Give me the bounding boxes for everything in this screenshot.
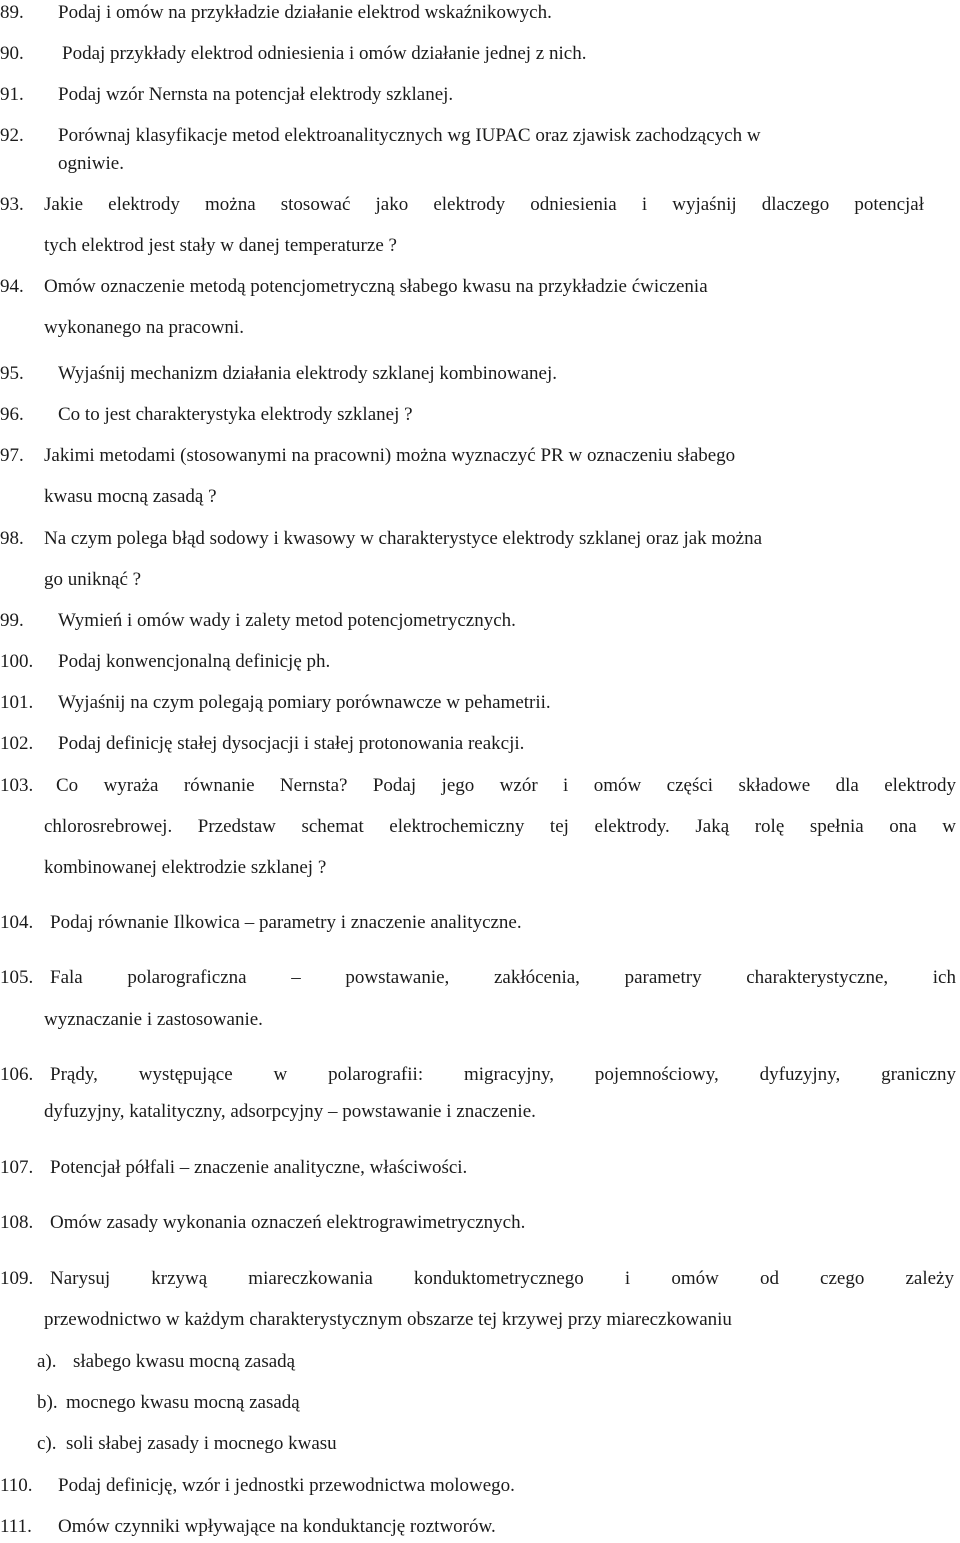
subitem-text: soli słabej zasady i mocnego kwasu xyxy=(66,1433,337,1454)
question-text-continued: dyfuzyjny, katalityczny, adsorpcyjny – powstawanie i znaczenie. xyxy=(44,1101,536,1122)
question-text-continued: tych elektrod jest stały w danej temperaturze ? xyxy=(44,235,397,256)
question-text: Wyjaśnij na czym polegają pomiary porównawcze w pehametrii. xyxy=(58,692,551,713)
question-number: 97. xyxy=(0,445,24,466)
question-text: Potencjał półfali – znaczenie analityczne, właściwości. xyxy=(50,1157,468,1178)
question-text: Jakimi metodami (stosowanymi na pracowni) można wyznaczyć PR w oznaczeniu słabego xyxy=(44,445,736,466)
question-text-continued: ogniwie. xyxy=(58,153,124,174)
question-number: 89. xyxy=(0,2,24,23)
question-text-continued: go uniknąć ? xyxy=(44,569,142,590)
question-number: 111. xyxy=(0,1516,32,1537)
question-text: Wymień i omów wady i zalety metod potencjometrycznych. xyxy=(58,610,516,631)
question-number: 94. xyxy=(0,276,24,297)
question-number: 91. xyxy=(0,84,24,105)
question-number: 98. xyxy=(0,528,24,549)
question-number: 102. xyxy=(0,733,34,754)
question-number: 92. xyxy=(0,125,24,146)
question-text: Omów czynniki wpływające na konduktancję roztworów. xyxy=(58,1516,496,1537)
question-number: 93. xyxy=(0,194,24,215)
question-number: 99. xyxy=(0,610,24,631)
question-number: 103. xyxy=(0,775,34,796)
question-text: Narysuj krzywą miareczkowania konduktometrycznego i omów od czego zależy xyxy=(50,1268,954,1289)
question-text: Podaj i omów na przykładzie działanie elektrod wskaźnikowych. xyxy=(58,2,552,23)
question-number: 109. xyxy=(0,1268,34,1289)
subitem-label: a). xyxy=(37,1351,57,1372)
question-number: 100. xyxy=(0,651,34,672)
question-text-continued: wyznaczanie i zastosowanie. xyxy=(44,1009,263,1030)
question-text: Na czym polega błąd sodowy i kwasowy w charakterystyce elektrody szklanej oraz jak można xyxy=(44,528,763,549)
question-text-continued: kwasu mocną zasadą ? xyxy=(44,486,217,507)
question-text: Podaj definicję stałej dysocjacji i stałej protonowania reakcji. xyxy=(58,733,525,754)
question-number: 110. xyxy=(0,1475,33,1496)
question-number: 107. xyxy=(0,1157,34,1178)
question-text: Wyjaśnij mechanizm działania elektrody szklanej kombinowanej. xyxy=(58,363,558,384)
question-text: Fala polarograficzna – powstawanie, zakłócenia, parametry charakterystyczne, ich xyxy=(50,967,956,988)
question-text: Jakie elektrody można stosować jako elektrody odniesienia i wyjaśnij dlaczego potencjał xyxy=(44,194,924,215)
question-text-continued: kombinowanej elektrodzie szklanej ? xyxy=(44,857,327,878)
question-text: Omów zasady wykonania oznaczeń elektrograwimetrycznych. xyxy=(50,1212,526,1233)
question-text-continued: chlorosrebrowej. Przedstaw schemat elektrochemiczny tej elektrody. Jaką rolę spełnia ona w xyxy=(44,816,956,837)
question-number: 101. xyxy=(0,692,34,713)
question-number: 105. xyxy=(0,967,34,988)
question-text: Podaj konwencjonalną definicję ph. xyxy=(58,651,331,672)
question-text-continued: wykonanego na pracowni. xyxy=(44,317,244,338)
question-number: 95. xyxy=(0,363,24,384)
question-number: 96. xyxy=(0,404,24,425)
question-text: Podaj wzór Nernsta na potencjał elektrody szklanej. xyxy=(58,84,454,105)
subitem-text: mocnego kwasu mocną zasadą xyxy=(66,1392,300,1413)
question-text: Omów oznaczenie metodą potencjometryczną słabego kwasu na przykładzie ćwiczenia xyxy=(44,276,708,297)
question-text: Co wyraża równanie Nernsta? Podaj jego wzór i omów części składowe dla elektrody xyxy=(56,775,956,796)
question-number: 106. xyxy=(0,1064,34,1085)
question-text: Podaj równanie Ilkowica – parametry i znaczenie analityczne. xyxy=(50,912,522,933)
question-text: Porównaj klasyfikacje metod elektroanalitycznych wg IUPAC oraz zjawisk zachodzących w xyxy=(58,125,761,146)
question-text: Co to jest charakterystyka elektrody szklanej ? xyxy=(58,404,413,425)
question-text: Podaj definicję, wzór i jednostki przewodnictwa molowego. xyxy=(58,1475,515,1496)
question-number: 90. xyxy=(0,43,24,64)
question-text: Prądy, występujące w polarografii: migracyjny, pojemnościowy, dyfuzyjny, graniczny xyxy=(50,1064,956,1085)
subitem-label: b). xyxy=(37,1392,58,1413)
question-number: 104. xyxy=(0,912,34,933)
question-number: 108. xyxy=(0,1212,34,1233)
question-text-continued: przewodnictwo w każdym charakterystycznym obszarze tej krzywej przy miareczkowaniu xyxy=(44,1309,732,1330)
subitem-text: słabego kwasu mocną zasadą xyxy=(73,1351,296,1372)
question-text: Podaj przykłady elektrod odniesienia i omów działanie jednej z nich. xyxy=(62,43,587,64)
subitem-label: c). xyxy=(37,1433,57,1454)
